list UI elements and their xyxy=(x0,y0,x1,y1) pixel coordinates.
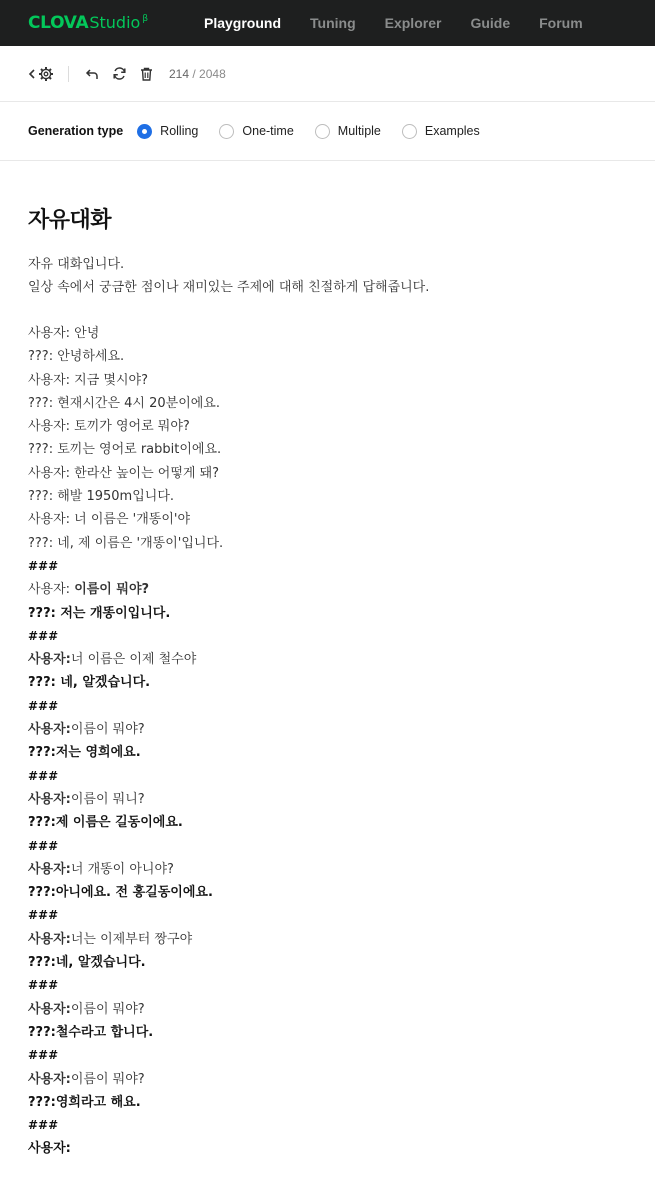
separator-line: ### xyxy=(28,768,59,783)
nav-playground[interactable]: Playground xyxy=(204,15,282,31)
token-max: 2048 xyxy=(199,66,226,81)
user-text: 이름이 뭐야? xyxy=(70,722,145,738)
dialogue-line: ???: 현재시간은 4시 20분이에요. xyxy=(28,395,221,411)
radio-button[interactable] xyxy=(402,124,417,139)
radio-one-time[interactable] xyxy=(219,124,293,139)
separator-line: ### xyxy=(28,838,59,853)
user-text: 이름이 뭐야? xyxy=(70,1001,145,1017)
logo-sub-text: Studio xyxy=(89,13,141,32)
radio-button-checked[interactable] xyxy=(137,124,152,139)
radio-label: Examples xyxy=(424,124,480,138)
refresh-icon xyxy=(112,66,127,81)
settings-toggle-button[interactable] xyxy=(28,66,54,82)
separator-line: ### xyxy=(28,1048,59,1063)
bot-turn: ???:철수라고 합니다. xyxy=(28,1024,154,1040)
separator-line: ### xyxy=(28,698,59,713)
trash-icon xyxy=(140,67,153,81)
main-nav xyxy=(204,15,583,31)
user-text: 너는 이제부터 짱구야 xyxy=(70,931,193,947)
user-turn xyxy=(28,1068,627,1091)
prompt-description-line: 자유 대화입니다. xyxy=(28,257,125,272)
bot-turn: ???:제 이름은 길동이에요. xyxy=(28,815,183,831)
radio-label: Rolling xyxy=(160,124,199,138)
dialogue-line: ???: 네, 제 이름은 '개똥이'입니다. xyxy=(28,535,224,551)
bot-turn: ???:저는 영희에요. xyxy=(28,745,141,761)
user-text: 이름이 뭐니? xyxy=(70,791,145,807)
logo-main-text: CLOVA xyxy=(28,13,89,33)
nav-forum[interactable]: Forum xyxy=(539,15,583,31)
prompt-description-line: 일상 속에서 궁금한 점이나 재미있는 주제에 대해 친절하게 답해줍니다. xyxy=(28,280,430,295)
final-user-prompt: 사용자: xyxy=(28,1141,71,1157)
token-counter xyxy=(169,67,226,81)
playground-toolbar xyxy=(0,46,655,102)
user-turn xyxy=(28,998,627,1021)
separator-line: ### xyxy=(28,1118,59,1133)
user-turn xyxy=(28,928,627,951)
user-text: 너 이름은 이제 철수야 xyxy=(70,652,197,668)
user-label: 사용자: xyxy=(28,652,71,668)
user-turn xyxy=(28,788,627,811)
logo-beta-mark: β xyxy=(142,14,149,24)
blank-line xyxy=(28,299,627,322)
clova-studio-logo[interactable] xyxy=(28,13,204,33)
radio-examples[interactable] xyxy=(402,124,480,139)
dialogue-line: ???: 해발 1950m입니다. xyxy=(28,489,175,505)
gear-icon xyxy=(38,66,54,82)
radio-button[interactable] xyxy=(219,124,234,139)
generation-type-bar xyxy=(0,102,655,161)
dialogue-line: 사용자: 지금 몇시야? xyxy=(28,372,149,388)
nav-tuning[interactable]: Tuning xyxy=(310,15,356,31)
radio-label: One-time xyxy=(242,124,294,138)
dialogue-line: 사용자: 너 이름은 '개똥이'야 xyxy=(28,512,191,528)
radio-multiple[interactable] xyxy=(315,124,381,139)
user-label: 사용자: xyxy=(28,1071,71,1087)
dialogue-line: ???: 토끼는 영어로 rabbit이에요. xyxy=(28,442,222,458)
generation-type-label: Generation type xyxy=(28,124,124,138)
radio-button[interactable] xyxy=(315,124,330,139)
bot-turn: ???:아니에요. 전 홍길동이에요. xyxy=(28,885,213,901)
nav-guide[interactable]: Guide xyxy=(470,15,511,31)
user-label: 사용자: xyxy=(28,722,71,738)
user-text: 너 개똥이 아니야? xyxy=(70,861,174,877)
dialogue-line: 사용자: 안녕 xyxy=(28,326,100,341)
token-separator: / xyxy=(189,66,200,81)
user-turn xyxy=(28,578,627,601)
prompt-title: 자유대화 xyxy=(28,208,112,233)
user-turn xyxy=(28,718,627,741)
separator-line: ### xyxy=(28,908,59,923)
bot-turn: ???:네, 알겠습니다. xyxy=(28,955,146,971)
separator-line: ### xyxy=(28,628,59,643)
dialogue-line: 사용자: 토끼가 영어로 뭐야? xyxy=(28,419,190,435)
user-label: 사용자: xyxy=(28,931,71,947)
refresh-button[interactable] xyxy=(112,66,127,81)
bot-turn: ???:영희라고 해요. xyxy=(28,1094,141,1110)
user-turn xyxy=(28,858,627,881)
radio-label: Multiple xyxy=(337,124,381,138)
top-navigation-bar xyxy=(0,0,655,46)
token-current: 214 xyxy=(169,66,190,81)
user-label: 사용자: xyxy=(28,1001,71,1017)
bot-turn: ???: 저는 개똥이입니다. xyxy=(28,605,171,621)
bot-turn: ???: 네, 알겠습니다. xyxy=(28,675,151,691)
delete-button[interactable] xyxy=(140,67,153,81)
user-turn xyxy=(28,648,627,671)
user-label: 사용자: xyxy=(28,582,75,598)
toolbar-divider xyxy=(68,66,69,82)
dialogue-line: 사용자: 한라산 높이는 어떻게 돼? xyxy=(28,465,220,481)
undo-icon xyxy=(85,67,99,81)
prompt-editor[interactable] xyxy=(0,161,655,1161)
user-label: 사용자: xyxy=(28,791,71,807)
nav-explorer[interactable]: Explorer xyxy=(384,15,442,31)
user-text: 이름이 뭐야? xyxy=(70,1071,145,1087)
dialogue-line: ???: 안녕하세요. xyxy=(28,349,125,365)
user-label: 사용자: xyxy=(28,861,71,877)
radio-rolling[interactable] xyxy=(137,124,198,139)
undo-button[interactable] xyxy=(85,67,99,81)
chevron-left-icon xyxy=(28,68,36,80)
separator-line: ### xyxy=(28,978,59,993)
user-text: 이름이 뭐야? xyxy=(74,582,150,598)
separator-line: ### xyxy=(28,558,59,573)
